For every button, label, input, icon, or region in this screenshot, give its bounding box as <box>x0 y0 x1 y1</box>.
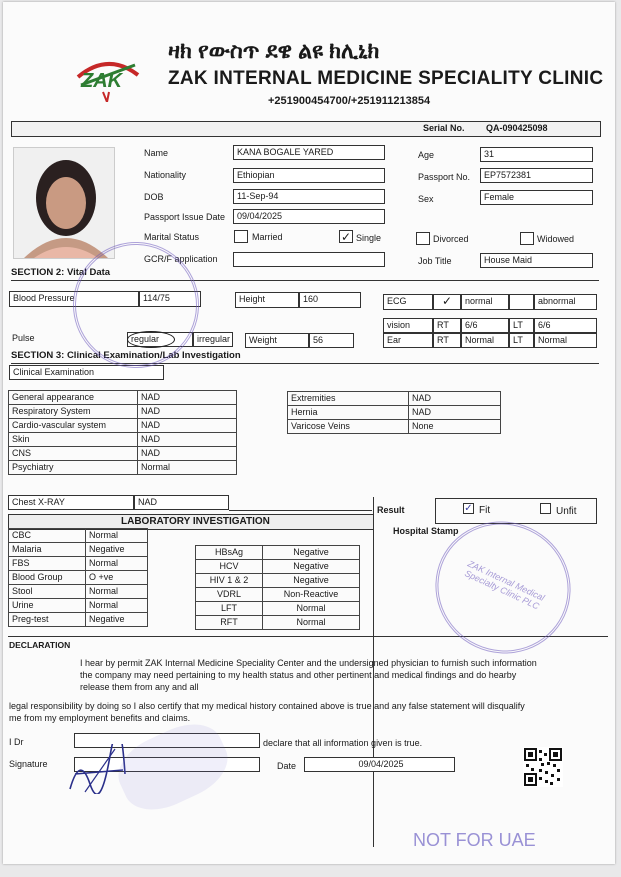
row-value[interactable]: NAD <box>138 419 237 433</box>
widowed-checkbox[interactable] <box>520 232 534 245</box>
table-row <box>9 585 148 599</box>
row-value[interactable]: Normal <box>86 529 148 543</box>
row-label: Extremities <box>288 392 409 406</box>
table-row <box>196 588 360 602</box>
row-label: Varicose Veins <box>288 420 409 434</box>
table-row <box>9 419 237 433</box>
row-value[interactable]: NAD <box>138 391 237 405</box>
table-row <box>9 391 237 405</box>
logo-text: ZAK <box>81 70 123 92</box>
height-field[interactable]: 160 <box>299 292 361 308</box>
hospital-stamp-label: Hospital Stamp <box>393 526 459 536</box>
row-label: Blood Group <box>9 571 86 585</box>
row-label: HIV 1 & 2 <box>196 574 263 588</box>
row-value[interactable]: Non-Reactive <box>263 588 360 602</box>
row-label: LFT <box>196 602 263 616</box>
fit-checkbox[interactable]: ✓ <box>464 503 473 514</box>
medical-form-sheet <box>3 2 615 864</box>
fit-label: Fit <box>479 505 491 516</box>
issue-date-label: Passport Issue Date <box>144 212 226 222</box>
section3-rule <box>11 363 599 364</box>
age-label: Age <box>418 150 435 160</box>
row-value[interactable]: Negative <box>263 560 360 574</box>
stamp-text: ZAK Internal Medical Specialty Clinic PLC <box>463 558 547 612</box>
bp-label: Blood Pressure <box>9 291 139 307</box>
declaration-line3: release them from any and all <box>80 682 199 692</box>
row-label: General appearance <box>9 391 138 405</box>
ecg-abnormal: abnormal <box>534 294 597 310</box>
row-value[interactable]: NAD <box>138 447 237 461</box>
declaration-line1: I hear by permit ZAK Internal Medicine Speciality Center and the undersigned physician to furnish such information <box>80 658 537 668</box>
gcr-label: GCR/F application <box>144 254 218 264</box>
date-field[interactable]: 09/04/2025 <box>304 757 455 772</box>
table-row <box>288 406 501 420</box>
passport-label: Passport No. <box>418 172 471 182</box>
bp-field[interactable]: 114/75 <box>139 291 201 307</box>
lab-left-table <box>8 528 148 627</box>
serial-value: QA-090425098 <box>486 123 548 133</box>
clinical-exam-label: Clinical Examination <box>9 365 164 380</box>
doctor-stamp-smudge <box>108 712 237 822</box>
ecg-normal: normal <box>461 294 509 310</box>
clinic-name: ZAK INTERNAL MEDICINE SPECIALITY CLINIC <box>168 68 604 89</box>
row-value[interactable]: Normal <box>263 602 360 616</box>
row-label: HCV <box>196 560 263 574</box>
clinical-left-table <box>8 390 237 475</box>
ecg-label: ECG <box>383 294 433 310</box>
qr-code <box>523 747 563 787</box>
nationality-label: Nationality <box>144 170 187 180</box>
table-row <box>9 405 237 419</box>
vision-rt-label: RT <box>433 318 461 333</box>
job-title-label: Job Title <box>418 256 452 266</box>
declaration-title: DECLARATION <box>9 640 71 650</box>
row-value[interactable]: Normal <box>86 585 148 599</box>
lab-title: LABORATORY INVESTIGATION <box>121 516 270 527</box>
row-label: Psychiatry <box>9 461 138 475</box>
row-value[interactable]: NAD <box>138 405 237 419</box>
applicant-photo <box>13 147 115 259</box>
not-for-uae-stamp: NOT FOR UAE <box>413 830 536 850</box>
row-value[interactable]: Negative <box>263 546 360 560</box>
row-value[interactable]: NAD <box>409 392 501 406</box>
dob-label: DOB <box>144 192 164 202</box>
table-row <box>9 447 237 461</box>
table-row <box>9 613 148 627</box>
row-label: Respiratory System <box>9 405 138 419</box>
marital-status-label: Marital Status <box>144 232 200 242</box>
row-value[interactable]: Normal <box>86 557 148 571</box>
row-value[interactable]: Negative <box>86 613 148 627</box>
table-row <box>288 420 501 434</box>
table-row <box>196 560 360 574</box>
married-label: Married <box>252 232 283 242</box>
clinical-right-table <box>287 391 501 434</box>
table-row <box>9 529 148 543</box>
row-label: HBsAg <box>196 546 263 560</box>
row-value[interactable]: Normal <box>138 461 237 475</box>
chest-xray-value[interactable]: NAD <box>134 495 229 510</box>
table-row <box>9 557 148 571</box>
ear-rt-value[interactable]: Normal <box>461 333 509 348</box>
row-label: VDRL <box>196 588 263 602</box>
ear-label: Ear <box>383 333 433 348</box>
table-row <box>9 543 148 557</box>
row-value[interactable]: Normal <box>263 616 360 630</box>
row-value[interactable]: NAD <box>138 433 237 447</box>
name-field[interactable]: KANA BOGALE YARED <box>233 145 385 160</box>
height-label: Height <box>235 292 299 308</box>
unfit-label: Unfit <box>556 506 577 517</box>
weight-field[interactable]: 56 <box>309 333 354 348</box>
clinic-amharic-name: ዛክ የውስጥ ደዌ ልዩ ክሊኒክ <box>168 38 380 63</box>
vision-lt-label: LT <box>509 318 534 333</box>
ear-lt-label: LT <box>509 333 534 348</box>
row-label: RFT <box>196 616 263 630</box>
declaration-line2: the company may need pertaining to my health status and other pertinent and medical findings and do hearby <box>80 670 517 680</box>
row-label: CBC <box>9 529 86 543</box>
vision-rt-value[interactable]: 6/6 <box>461 318 509 333</box>
divorced-label: Divorced <box>433 234 469 244</box>
signature-label: Signature <box>9 759 48 769</box>
name-label: Name <box>144 148 169 158</box>
row-label: CNS <box>9 447 138 461</box>
pulse-regular[interactable]: regular <box>127 332 193 347</box>
chest-rule <box>229 510 372 511</box>
table-row <box>9 571 148 585</box>
ecg-abnormal-blank <box>509 294 534 310</box>
section3-heading: SECTION 3: Clinical Examination/Lab Investigation <box>11 350 241 361</box>
job-title-field[interactable]: House Maid <box>480 253 593 268</box>
divorced-checkbox[interactable] <box>416 232 430 245</box>
ear-rt-label: RT <box>433 333 461 348</box>
ear-lt-value[interactable]: Normal <box>534 333 597 348</box>
row-value[interactable]: Negative <box>263 574 360 588</box>
table-row <box>9 433 237 447</box>
table-row <box>196 574 360 588</box>
serial-label: Serial No. <box>423 123 465 133</box>
unfit-checkbox[interactable] <box>540 503 551 514</box>
row-label: Cardio-vascular system <box>9 419 138 433</box>
doctor-label: I Dr <box>9 737 24 747</box>
table-row <box>196 546 360 560</box>
table-row <box>9 461 237 475</box>
dob-field[interactable]: 11-Sep-94 <box>233 189 385 204</box>
sex-field[interactable]: Female <box>480 190 593 205</box>
row-value[interactable]: None <box>409 420 501 434</box>
pulse-irregular[interactable]: irregular <box>193 332 233 347</box>
section2-heading: SECTION 2: Vital Data <box>11 267 111 278</box>
chest-xray-label: Chest X-RAY <box>8 495 134 510</box>
row-label: FBS <box>9 557 86 571</box>
passport-field[interactable]: EP7572381 <box>480 168 593 183</box>
table-row <box>288 392 501 406</box>
row-label: Malaria <box>9 543 86 557</box>
single-label: Single <box>356 233 382 243</box>
result-label: Result <box>377 505 405 515</box>
gcr-field[interactable] <box>233 252 385 267</box>
row-value[interactable]: O +ve <box>86 571 148 585</box>
married-checkbox[interactable] <box>234 230 248 243</box>
row-label: Skin <box>9 433 138 447</box>
pulse-label: Pulse <box>12 333 35 343</box>
row-value[interactable]: Normal <box>86 599 148 613</box>
nationality-field[interactable]: Ethiopian <box>233 168 385 183</box>
row-label: Hernia <box>288 406 409 420</box>
date-label: Date <box>277 761 297 771</box>
table-row <box>196 602 360 616</box>
single-checkbox[interactable]: ✓ <box>340 230 352 244</box>
table-row <box>196 616 360 630</box>
row-value[interactable]: Negative <box>86 543 148 557</box>
declaration-line5: me from my employment benefits and claims. <box>9 713 191 723</box>
row-label: Urine <box>9 599 86 613</box>
vision-label: vision <box>383 318 433 333</box>
table-row <box>9 599 148 613</box>
sex-label: Sex <box>418 194 434 204</box>
ecg-check[interactable]: ✓ <box>433 294 461 310</box>
row-value[interactable]: NAD <box>409 406 501 420</box>
row-label: Stool <box>9 585 86 599</box>
clinic-logo <box>73 47 143 102</box>
weight-label: Weight <box>245 333 309 348</box>
issue-date-field[interactable]: 09/04/2025 <box>233 209 385 224</box>
clinic-phones: +251900454700/+251911213854 <box>268 95 431 107</box>
row-label: Preg-test <box>9 613 86 627</box>
age-field[interactable]: 31 <box>480 147 593 162</box>
declaration-line4: legal responsibility by doing so I also certify that my medical history contained above is true and any false statement will disqualify <box>9 701 525 711</box>
declare-text: declare that all information given is true. <box>263 738 423 748</box>
widowed-label: Widowed <box>537 234 575 244</box>
lab-right-table <box>195 545 360 630</box>
vision-lt-value[interactable]: 6/6 <box>534 318 597 333</box>
